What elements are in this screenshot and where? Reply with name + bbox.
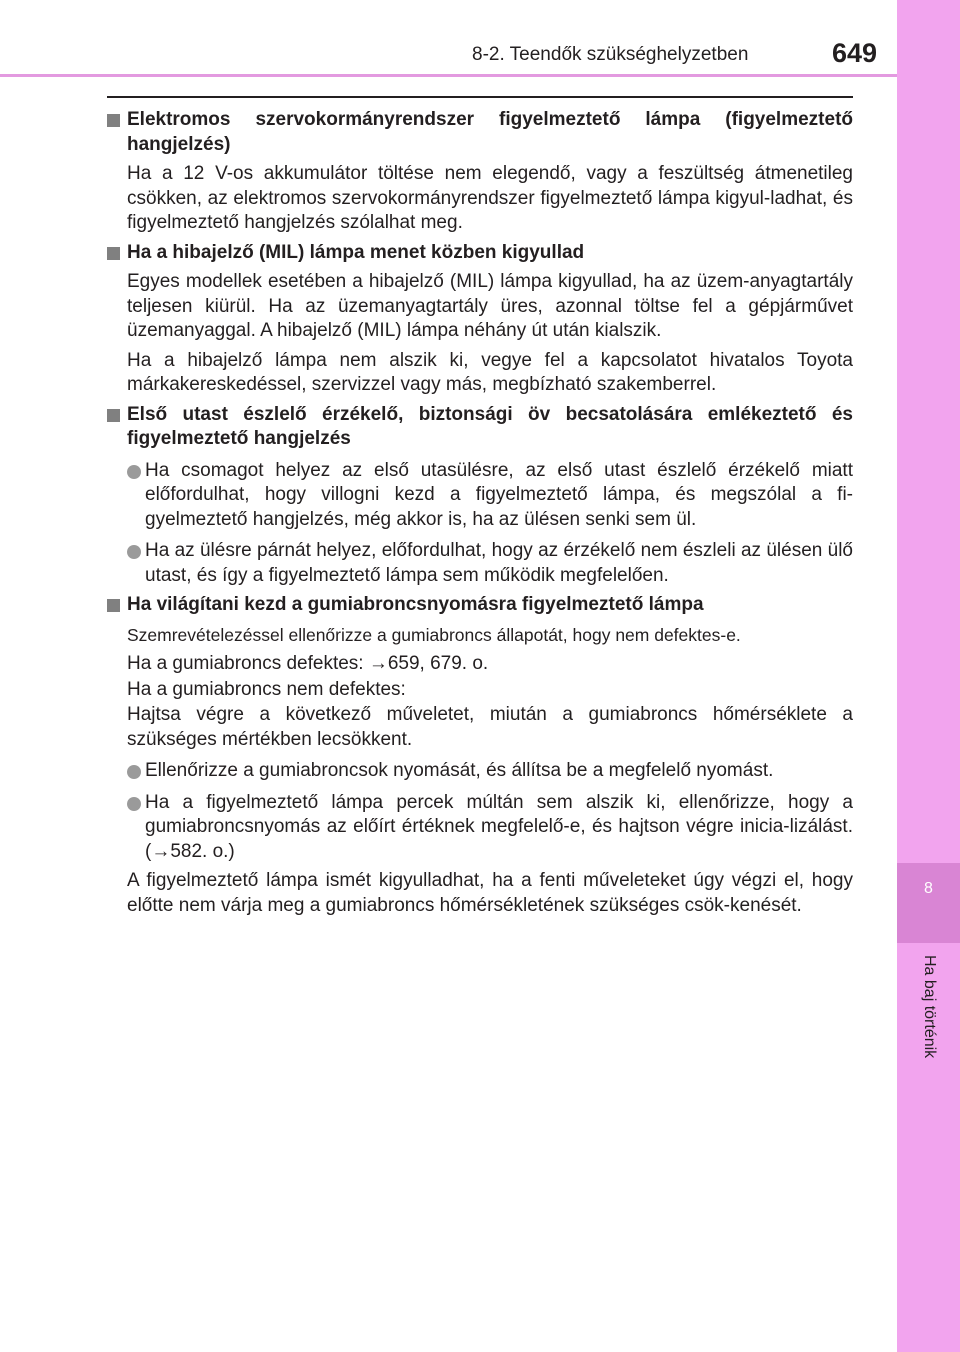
circle-bullet-icon [127, 797, 141, 811]
square-bullet-icon [107, 409, 120, 422]
heading-text: Ha a hibajelző (MIL) lámpa menet közben kigyullad [127, 241, 585, 263]
paragraph: Ha a 12 V-os akkumulátor töltése nem elegendő, vagy a feszültség átmenetileg csökken, az elektromos szervokormányrendszer figyelmeztető lámpa kigyul-ladhat, és figyelmeztető hangjelzés szólalhat meg. [127, 163, 853, 233]
paragraph: Egyes modellek esetében a hibajelző (MIL) lámpa kigyullad, ha az üzem-anyagtartály teljesen kiürül. Ha az üzemanyagtartály üres, azonnal töltse fel a gépjárművet üzemanyaggal. A hibajelző (MIL) lámpa néhány út után kialszik. [127, 271, 853, 341]
bullet-text: Ha csomagot helyez az első utasülésre, az első utast észlelő érzékelő miatt előfordulhat, hogy villogni kezd a figyelmeztető lámpa, és megszólal a fi-gyelmeztető hangjelzés, még akkor is, ha az ülésen senki sem ül. [145, 459, 853, 530]
heading-text: Elektromos szervokormányrendszer figyelmeztető lámpa (figyelmeztető hangjelzés) [127, 109, 853, 155]
header-rule [0, 74, 897, 77]
section-heading [107, 593, 853, 618]
circle-bullet-icon [127, 465, 141, 479]
bullet-item [107, 759, 853, 784]
content-top-rule [107, 96, 853, 98]
section-title: 8-2. Teendők szükséghelyzetben [472, 44, 749, 65]
bullet-text: Ellenőrizze a gumiabroncsok nyomását, és állítsa be a megfelelő nyomást. [145, 760, 774, 781]
square-bullet-icon [107, 247, 120, 260]
chapter-number: 8 [924, 880, 933, 897]
circle-bullet-icon [127, 765, 141, 779]
bullet-text: Ha a figyelmeztető lámpa percek múltán sem alszik ki, ellenőrizze, hogy a gumiabroncsnyomás az előírt értéknek megfelelő-e, és hajtson végre inicia-lizálást. (→582. o.) [145, 791, 853, 862]
page-content [107, 103, 853, 918]
chapter-side-tab [897, 0, 960, 1352]
section-heading [107, 403, 853, 452]
paragraph: A figyelmeztető lámpa ismét kigyulladhat, ha a fenti műveleteket úgy végzi el, hogy előtte nem várja meg a gumiabroncs hőmérsékletének szükséges csök-kenését. [127, 870, 853, 916]
section-heading [107, 108, 853, 157]
heading-text: Első utast észlelő érzékelő, biztonsági öv becsatolására emlékeztető és figyelmeztető hangjelzés [127, 403, 853, 449]
paragraph: Szemrevételezéssel ellenőrizze a gumiabroncs állapotát, hogy nem defektes-e. [127, 624, 741, 645]
bullet-text: Ha az ülésre párnát helyez, előfordulhat, hogy az érzékelő nem észleli az ülésen ülő utast, és így a figyelmeztető lámpa sem működik megfelelően. [145, 540, 853, 586]
paragraph: Hajtsa végre a következő műveletet, miután a gumiabroncs hőmérséklete a szükséges mértékben lecsökkent. [127, 704, 853, 750]
bullet-item [107, 791, 853, 865]
bullet-item [107, 459, 853, 533]
chapter-title: Ha baj történik [921, 955, 938, 1059]
circle-bullet-icon [127, 545, 141, 559]
page-number: 649 [832, 38, 878, 68]
square-bullet-icon [107, 599, 120, 612]
bullet-item [107, 539, 853, 588]
paragraph: Ha a gumiabroncs nem defektes: [127, 678, 406, 700]
paragraph: Ha a hibajelző lámpa nem alszik ki, vegye fel a kapcsolatot hivatalos Toyota márkakereskedéssel, szervizzel vagy más, megbízható szakemberrel. [127, 349, 853, 395]
heading-text: Ha világítani kezd a gumiabroncsnyomásra figyelmeztető lámpa [127, 594, 704, 615]
chapter-number-block [897, 863, 960, 943]
square-bullet-icon [107, 114, 120, 127]
section-heading [107, 241, 853, 266]
paragraph: Ha a gumiabroncs defektes: →659, 679. o. [127, 653, 489, 674]
